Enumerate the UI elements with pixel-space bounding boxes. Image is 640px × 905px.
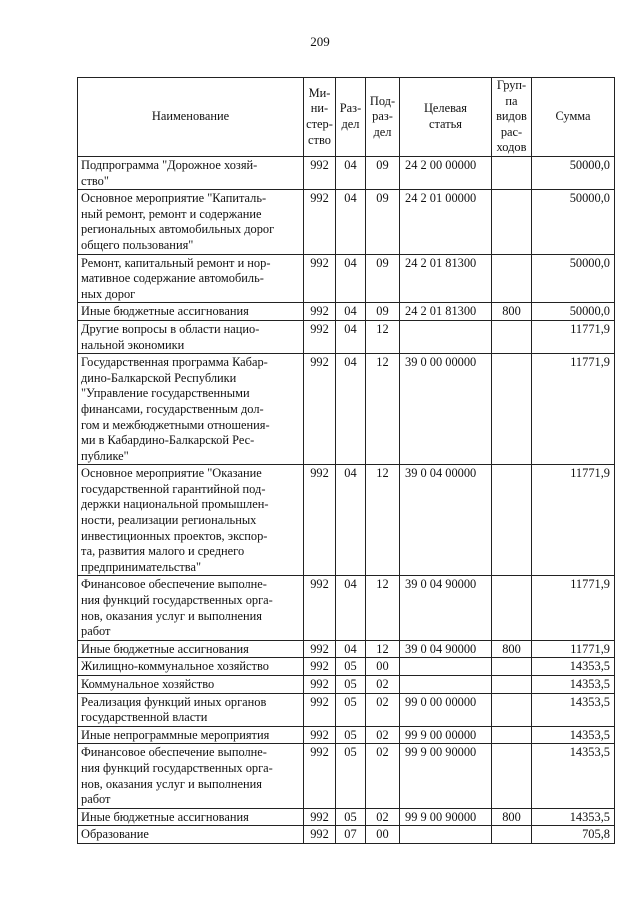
table-row xyxy=(78,303,615,321)
row-name: Другие вопросы в области нацио- нальной экономики xyxy=(78,320,304,353)
page-number: 209 xyxy=(310,34,330,49)
row-target-article: 99 9 00 90000 xyxy=(400,808,492,826)
row-name: Основное мероприятие "Капиталь- ный ремонт, ремонт и содержание региональных автомобильных дорог общего пользования" xyxy=(78,190,304,254)
header-name: Наименование xyxy=(78,78,304,157)
row-expense-group xyxy=(492,254,532,303)
table-row xyxy=(78,808,615,826)
row-amount: 705,8 xyxy=(532,826,615,844)
row-subsection: 12 xyxy=(366,640,400,658)
row-amount: 14353,5 xyxy=(532,676,615,694)
row-target-article xyxy=(400,658,492,676)
row-target-article xyxy=(400,320,492,353)
header-expense-group: Груп- па видов рас- ходов xyxy=(492,78,532,157)
row-name: Финансовое обеспечение выполне- ния функций государственных орга- нов, оказания услуг и выполнения работ xyxy=(78,576,304,640)
table-row xyxy=(78,190,615,254)
row-amount: 11771,9 xyxy=(532,576,615,640)
row-section: 07 xyxy=(336,826,366,844)
row-subsection: 12 xyxy=(366,576,400,640)
row-ministry: 992 xyxy=(304,744,336,808)
row-subsection: 02 xyxy=(366,726,400,744)
row-target-article: 39 0 04 90000 xyxy=(400,576,492,640)
row-expense-group xyxy=(492,354,532,465)
table-row xyxy=(78,254,615,303)
row-section: 04 xyxy=(336,303,366,321)
table-row xyxy=(78,658,615,676)
row-amount: 14353,5 xyxy=(532,744,615,808)
row-target-article: 99 9 00 00000 xyxy=(400,726,492,744)
header-section: Раз- дел xyxy=(336,78,366,157)
row-subsection: 00 xyxy=(366,658,400,676)
row-section: 05 xyxy=(336,676,366,694)
row-section: 04 xyxy=(336,576,366,640)
table-row xyxy=(78,640,615,658)
row-amount: 14353,5 xyxy=(532,693,615,726)
budget-table xyxy=(77,77,615,844)
row-section: 04 xyxy=(336,465,366,576)
row-expense-group xyxy=(492,576,532,640)
row-target-article: 39 0 00 00000 xyxy=(400,354,492,465)
row-amount: 14353,5 xyxy=(532,658,615,676)
table-row xyxy=(78,676,615,694)
row-expense-group xyxy=(492,465,532,576)
row-ministry: 992 xyxy=(304,693,336,726)
row-section: 05 xyxy=(336,693,366,726)
row-section: 05 xyxy=(336,744,366,808)
row-target-article: 99 9 00 90000 xyxy=(400,744,492,808)
row-name: Подпрограмма "Дорожное хозяй- ство" xyxy=(78,157,304,190)
row-amount: 50000,0 xyxy=(532,157,615,190)
row-ministry: 992 xyxy=(304,676,336,694)
row-subsection: 09 xyxy=(366,157,400,190)
row-ministry: 992 xyxy=(304,726,336,744)
row-expense-group xyxy=(492,157,532,190)
row-name: Иные непрограммные мероприятия xyxy=(78,726,304,744)
row-section: 05 xyxy=(336,726,366,744)
row-section: 04 xyxy=(336,190,366,254)
row-subsection: 09 xyxy=(366,190,400,254)
row-ministry: 992 xyxy=(304,320,336,353)
row-ministry: 992 xyxy=(304,157,336,190)
row-ministry: 992 xyxy=(304,354,336,465)
row-expense-group xyxy=(492,826,532,844)
row-amount: 11771,9 xyxy=(532,354,615,465)
row-ministry: 992 xyxy=(304,640,336,658)
row-amount: 14353,5 xyxy=(532,808,615,826)
row-subsection: 12 xyxy=(366,354,400,465)
row-name: Иные бюджетные ассигнования xyxy=(78,808,304,826)
row-expense-group xyxy=(492,676,532,694)
row-expense-group: 800 xyxy=(492,640,532,658)
row-expense-group: 800 xyxy=(492,808,532,826)
row-target-article: 24 2 01 81300 xyxy=(400,303,492,321)
row-ministry: 992 xyxy=(304,808,336,826)
table-row xyxy=(78,826,615,844)
row-section: 04 xyxy=(336,157,366,190)
row-name: Иные бюджетные ассигнования xyxy=(78,640,304,658)
row-amount: 50000,0 xyxy=(532,190,615,254)
row-amount: 11771,9 xyxy=(532,640,615,658)
row-section: 04 xyxy=(336,640,366,658)
row-subsection: 12 xyxy=(366,465,400,576)
row-section: 05 xyxy=(336,658,366,676)
row-target-article: 99 0 00 00000 xyxy=(400,693,492,726)
row-name: Ремонт, капитальный ремонт и нор- мативное содержание автомобиль- ных дорог xyxy=(78,254,304,303)
table-row xyxy=(78,576,615,640)
row-ministry: 992 xyxy=(304,576,336,640)
row-target-article: 39 0 04 90000 xyxy=(400,640,492,658)
header-row xyxy=(78,78,615,157)
row-name: Образование xyxy=(78,826,304,844)
row-expense-group xyxy=(492,658,532,676)
row-target-article xyxy=(400,826,492,844)
row-subsection: 02 xyxy=(366,693,400,726)
row-amount: 11771,9 xyxy=(532,320,615,353)
table-row xyxy=(78,465,615,576)
row-target-article: 24 2 01 81300 xyxy=(400,254,492,303)
table-row xyxy=(78,354,615,465)
header-amount: Сумма xyxy=(532,78,615,157)
row-target-article: 39 0 04 00000 xyxy=(400,465,492,576)
row-ministry: 992 xyxy=(304,658,336,676)
row-expense-group xyxy=(492,744,532,808)
header-target-article: Целевая статья xyxy=(400,78,492,157)
header-subsection: Под- раз- дел xyxy=(366,78,400,157)
row-ministry: 992 xyxy=(304,254,336,303)
table-row xyxy=(78,693,615,726)
row-subsection: 09 xyxy=(366,254,400,303)
row-subsection: 00 xyxy=(366,826,400,844)
row-name: Коммунальное хозяйство xyxy=(78,676,304,694)
row-subsection: 02 xyxy=(366,808,400,826)
row-name: Основное мероприятие "Оказание государственной гарантийной под- держки национальной промышлен- ности, реализации региональных инвестиционных проектов, экспор- та, развития малого и среднего предпринимательства" xyxy=(78,465,304,576)
row-expense-group xyxy=(492,693,532,726)
row-subsection: 02 xyxy=(366,744,400,808)
row-expense-group: 800 xyxy=(492,303,532,321)
row-target-article: 24 2 01 00000 xyxy=(400,190,492,254)
row-name: Финансовое обеспечение выполне- ния функций государственных орга- нов, оказания услуг и выполнения работ xyxy=(78,744,304,808)
row-amount: 11771,9 xyxy=(532,465,615,576)
row-subsection: 12 xyxy=(366,320,400,353)
table-row xyxy=(78,744,615,808)
table-row xyxy=(78,157,615,190)
row-ministry: 992 xyxy=(304,303,336,321)
row-subsection: 02 xyxy=(366,676,400,694)
row-subsection: 09 xyxy=(366,303,400,321)
row-section: 05 xyxy=(336,808,366,826)
row-amount: 14353,5 xyxy=(532,726,615,744)
row-section: 04 xyxy=(336,254,366,303)
row-target-article: 24 2 00 00000 xyxy=(400,157,492,190)
header-ministry: Ми- ни- стер- ство xyxy=(304,78,336,157)
row-target-article xyxy=(400,676,492,694)
row-name: Реализация функций иных органов государственной власти xyxy=(78,693,304,726)
row-expense-group xyxy=(492,320,532,353)
row-name: Государственная программа Кабар- дино-Балкарской Республики "Управление государственными финансами, государственным дол- гом и межбюджетными отношения- ми в Кабардино-Балкарской Рес- публике" xyxy=(78,354,304,465)
table-row xyxy=(78,726,615,744)
row-name: Жилищно-коммунальное хозяйство xyxy=(78,658,304,676)
table-row xyxy=(78,320,615,353)
row-ministry: 992 xyxy=(304,826,336,844)
row-ministry: 992 xyxy=(304,190,336,254)
row-expense-group xyxy=(492,726,532,744)
row-expense-group xyxy=(492,190,532,254)
row-ministry: 992 xyxy=(304,465,336,576)
row-name: Иные бюджетные ассигнования xyxy=(78,303,304,321)
row-amount: 50000,0 xyxy=(532,254,615,303)
row-section: 04 xyxy=(336,320,366,353)
row-section: 04 xyxy=(336,354,366,465)
row-amount: 50000,0 xyxy=(532,303,615,321)
